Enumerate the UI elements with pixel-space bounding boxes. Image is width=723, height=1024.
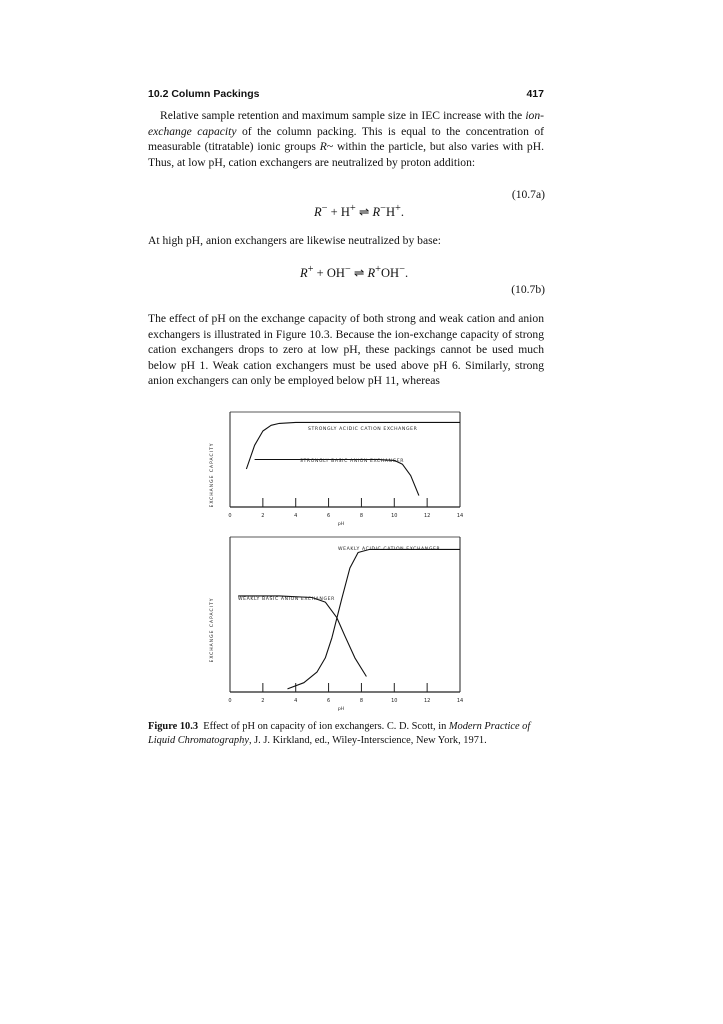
equation-10-7a: R− + H+ ⇌ R−H+. (314, 203, 404, 220)
x-tick-label: 8 (359, 698, 364, 704)
x-axis-label: pH (337, 707, 345, 712)
series-line (288, 549, 461, 689)
figure-label: Figure 10.3 (148, 721, 199, 732)
equation-number-b: (10.7b) (511, 283, 545, 296)
y-axis-label: EXCHANGE CAPACITY (210, 597, 215, 663)
x-tick-label: 6 (326, 698, 331, 704)
page-number: 417 (526, 88, 544, 100)
symbol-r: R (319, 140, 327, 154)
series-label: WEAKLY BASIC ANION EXCHANGER (238, 597, 335, 602)
x-tick-label: 12 (423, 513, 431, 519)
paragraph-3: The effect of pH on the exchange capacity of both strong and weak cation and anion exchangers is illustrated in Figure 10.3. Because the ion-exchange capacity of strong cation exchangers drops to zero at low pH, these packings cannot be used much below pH 1. Weak cation exchangers must be used above pH 6. Similarly, strong anion exchangers can only be employed below pH 11, whereas (148, 312, 544, 388)
x-tick-label: 12 (423, 698, 431, 704)
bottom-panel (209, 537, 463, 712)
book-title: Modern Practice of Liquid Chromatography (148, 721, 531, 746)
x-tick-label: 4 (294, 513, 298, 519)
x-axis-label: pH (337, 522, 345, 527)
figure-caption: Figure 10.3 Effect of pH on capacity of ion exchangers. C. D. Scott, in Modern Practice of Liquid Chromatography, J. J. Kirkland, ed., Wiley-Interscience, New York, 1971. (148, 721, 531, 746)
x-tick-label: 0 (228, 698, 232, 704)
x-tick-label: 10 (391, 513, 398, 519)
x-tick-label: 0 (228, 513, 232, 519)
x-tick-label: 2 (261, 513, 265, 519)
x-tick-label: 2 (261, 698, 265, 704)
x-tick-label: 6 (326, 513, 331, 519)
x-tick-label: 14 (456, 513, 464, 519)
paragraph-2: At high pH, anion exchangers are likewise neutralized by base: (148, 234, 441, 247)
x-tick-label: 14 (456, 698, 464, 704)
series-line (255, 460, 419, 496)
y-axis-label: EXCHANGE CAPACITY (210, 442, 215, 508)
series-label: STRONGLY ACIDIC CATION EXCHANGER (308, 427, 418, 432)
section-title: 10.2 Column Packings (148, 88, 260, 100)
series-label: WEAKLY ACIDIC CATION EXCHANGER (338, 547, 441, 552)
series-line (238, 596, 366, 677)
paragraph-1: Relative sample retention and maximum sample size in IEC increase with the ion-exchange capacity of the column packing. This is equal to the concentration of measurable (titratable) ionic groups R~ within the particle, but also varies with pH. Thus, at low pH, cation exchangers are neutralized by proton addition: (148, 109, 544, 169)
top-panel (209, 412, 463, 527)
term-ion-exchange-capacity: ion-exchange capacity (148, 109, 544, 138)
x-tick-label: 10 (391, 698, 398, 704)
equation-10-7b: R+ + OH− ⇌ R+OH−. (300, 264, 409, 281)
equation-number-a: (10.7a) (511, 188, 545, 201)
x-tick-label: 8 (359, 513, 364, 519)
series-label: STRONGLY BASIC ANION EXCHANGER (300, 459, 405, 464)
x-tick-label: 4 (294, 698, 298, 704)
